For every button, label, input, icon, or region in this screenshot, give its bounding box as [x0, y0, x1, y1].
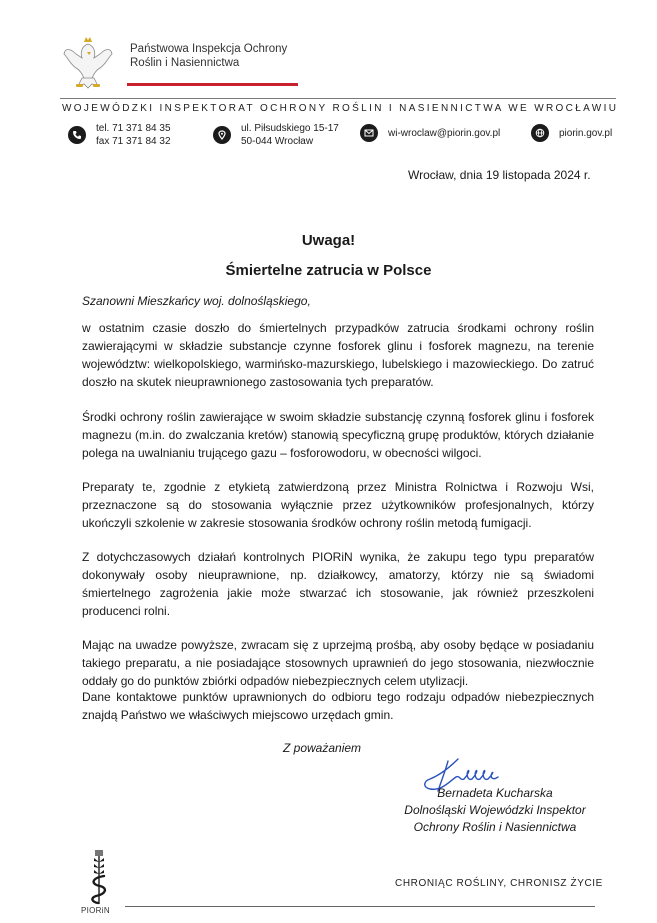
header-divider: [60, 98, 616, 99]
contact-phone: [68, 122, 171, 148]
contact-email: [360, 124, 500, 142]
paragraph-4: Z dotychczasowych działań kontrolnych PIORiN wynika, że zakupu tego typu preparatów dokonywały osoby nieuprawnione, np. działkowcy, amatorzy, którzy nie są świadomi śmiertelnego zagrożenia jakie może stwarzać ich stosowanie, jak również przeszkoleni producenci rolni.: [82, 550, 594, 618]
organization-name-line2: Roślin i Nasiennictwa: [130, 57, 240, 69]
email-link[interactable]: wi-wroclaw@piorin.gov.pl: [388, 127, 501, 139]
address-street: ul. Piłsudskiego 15-17: [241, 123, 339, 134]
contact-website: [531, 124, 612, 142]
location-pin-icon: [213, 126, 231, 144]
footer-motto: CHRONIĄC ROŚLINY, CHRONISZ ŻYCIE: [395, 878, 603, 889]
signer-name: Bernadeta Kucharska: [437, 786, 553, 800]
piorin-logo-text: PIORiN: [81, 906, 110, 915]
signer-title-line1: Dolnośląski Wojewódzki Inspektor: [404, 803, 586, 817]
phone-number[interactable]: tel. 71 371 84 35: [96, 123, 171, 134]
signer-block: [395, 785, 595, 836]
organization-name: [130, 42, 287, 70]
letter-date: Wrocław, dnia 19 listopada 2024 r.: [408, 168, 591, 182]
polish-eagle-emblem-icon: [62, 34, 114, 92]
piorin-wheat-snake-logo-icon: [86, 848, 110, 906]
paragraph-5: Mając na uwadze powyższe, zwracam się z uprzejmą prośbą, aby osoby będące w posiadaniu takiego preparatu, a nie posiadające stosownych uprawnień do jego stosowania, niezwłocznie oddały go do punktów zbiórki odpadów niebezpiecznych celem utylizacji.: [82, 638, 594, 688]
paragraph-1: w ostatnim czasie doszło do śmiertelnych przypadków zatrucia środkami ochrony roślin zawierającymi w składzie substancje czynne fosforek glinu i fosforek magnezu, na terenie województw: wielkopolskiego, warmińsko-mazurskiego, lubelskiego i mazowieckiego. Do zatruć doszło na skutek nieuprawnionego zastosowania tych preparatów.: [82, 321, 594, 389]
fax-number[interactable]: fax 71 371 84 32: [96, 136, 171, 147]
inspectorate-name: WOJEWÓDZKI INSPEKTORAT OCHRONY ROŚLIN I NASIENNICTWA WE WROCŁAWIU: [62, 103, 619, 114]
letter-title: Uwaga!: [301, 232, 356, 249]
contact-address: [213, 122, 339, 148]
phone-icon: [68, 126, 86, 144]
salutation: Szanowni Mieszkańcy woj. dolnośląskiego,: [82, 294, 311, 308]
signer-title-line2: Ochrony Roślin i Nasiennictwa: [413, 820, 577, 834]
paragraph-3: Preparaty te, zgodnie z etykietą zatwierdzoną przez Ministra Rolnictwa i Rozwoju Wsi, przeznaczone są do stosowania wyłącznie przez użytkowników profesjonalnych, którzy ukończyli szkolenie w zakresie stosowania środków ochrony roślin metodą fumigacji.: [82, 480, 594, 530]
letter-subtitle: Śmiertelne zatrucia w Polsce: [225, 262, 432, 279]
red-accent-bar: [127, 83, 298, 86]
paragraph-6: Dane kontaktowe punktów uprawnionych do odbioru tego rodzaju odpadów niebezpiecznych znajdą Państwo we właściwych miejscowo urzędach gmin.: [82, 690, 594, 722]
envelope-icon: [360, 124, 378, 142]
organization-name-line1: Państwowa Inspekcja Ochrony: [130, 43, 288, 55]
closing-phrase: Z poważaniem: [283, 741, 362, 755]
website-link[interactable]: piorin.gov.pl: [559, 127, 613, 139]
footer-divider: [125, 906, 595, 907]
paragraph-2: Środki ochrony roślin zawierające w swoim składzie substancję czynną fosforek glinu i fosforek magnezu (m.in. do zwalczania kretów) stanowią specyficzną grupę produktów, których działanie polega na uwalnianiu trującego gazu – fosforowodoru, w obecności wilgoci.: [82, 410, 594, 460]
address-city: 50-044 Wrocław: [241, 136, 314, 147]
globe-icon: [531, 124, 549, 142]
